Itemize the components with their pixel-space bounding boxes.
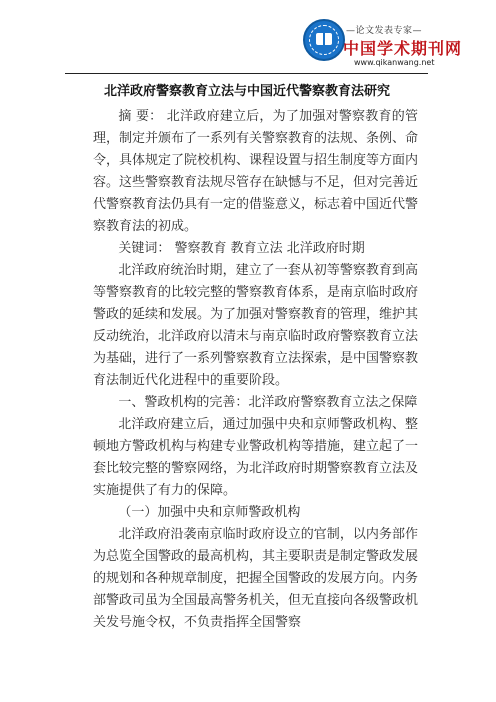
header-tagline: —论文发表专家— <box>346 26 423 36</box>
site-header <box>0 0 496 80</box>
section-paragraph-1: 北洋政府建立后，通过加强中央和京师警政机构、整顿地方警政机构与构建专业警政机构等措施，建立起了一套比较完整的警察网络，为北洋政府时期警察教育立法及实施提供了有力的保障。 <box>93 417 419 498</box>
intro-paragraph: 北洋政府统治时期，建立了一套从初等警察教育到高等警察教育的比较完整的警察教育体系，是南京临时政府警政的延续和发展。为了加强对警察教育的管理，维护其反动统治，北洋政府以清末与南京临时政府警察教育立法为基础，进行了一系列警察教育立法探索，是中国警察教育法制近代化进程中的重要阶段。 <box>93 263 419 388</box>
header-divider <box>65 73 428 74</box>
keywords-paragraph: 关键词： 警察教育 教育立法 北洋政府时期 <box>118 241 365 256</box>
section-heading-1: 一、警政机构的完善：北洋政府警察教育立法之保障 <box>118 395 418 410</box>
journal-logo-icon <box>303 19 345 61</box>
document-title: 北洋政府警察教育立法与中国近代警察教育法研究 <box>103 84 390 99</box>
document-body <box>93 106 418 634</box>
subsection-paragraph-1: 北洋政府沿袭南京临时政府设立的官制，以内务部作为总览全国警政的最高机构，其主要职责是制定警政发展的规划和各种规章制度，把握全国警政的发展方向。内务部警政司虽为全国最高警务机关，但无直接向各级警政机关发号施令权，不负责指挥全国警察 <box>93 527 419 630</box>
abstract-paragraph: 摘 要： 北洋政府建立后，为了加强对警察教育的管理，制定并颁布了一系列有关警察教育的法规、条例、命令，具体规定了院校机构、课程设置与招生制度等方面内容。这些警察教育法规尽管存在缺憾与不足，但对完善近代警察教育法仍具有一定的借鉴意义，标志着中国近代警察教育法的初成。 <box>93 109 419 234</box>
subsection-heading-1: （一）加强中央和京师警政机构 <box>118 505 301 520</box>
header-brand: 中国学术期刊网 <box>343 39 463 58</box>
header-url: www.qikanwang.net <box>354 58 435 67</box>
book-icon <box>316 33 332 45</box>
